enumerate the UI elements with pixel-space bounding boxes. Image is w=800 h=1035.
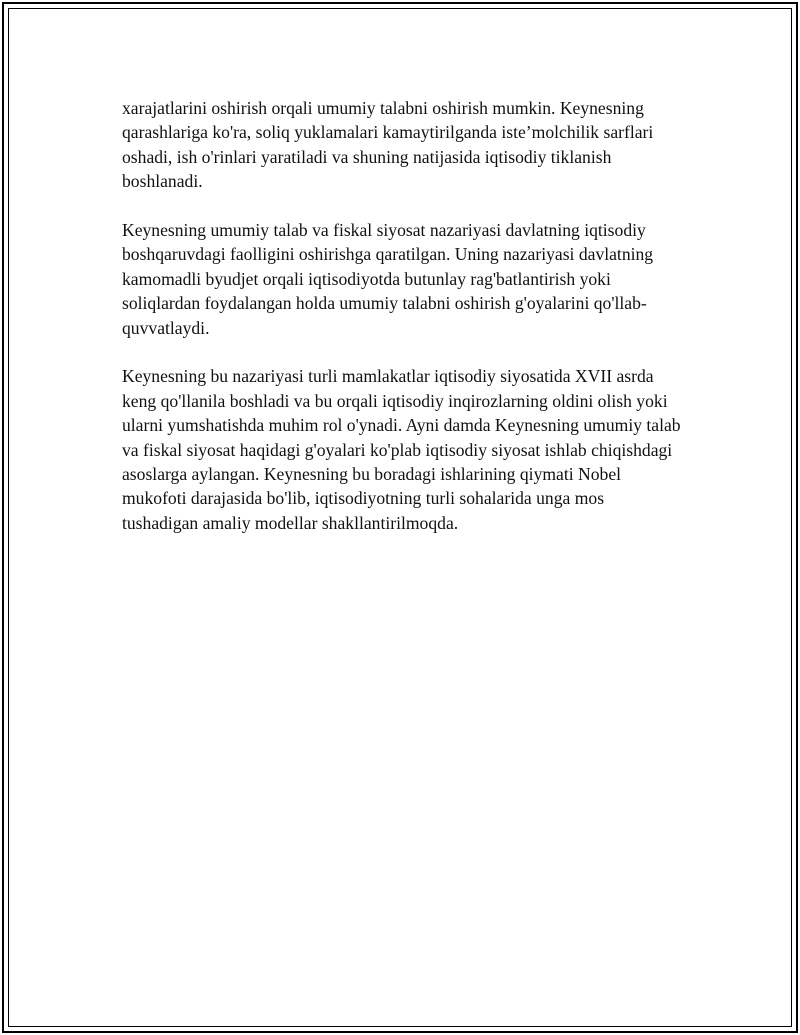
paragraph-1: xarajatlarini oshirish orqali umumiy talabni oshirish mumkin. Keynesning qarashlariga ko'ra, soliq yuklamalari kamaytirilganda iste’molchilik sarflari oshadi, ish o'rinlari yaratiladi va shuning natijasida iqtisodiy tiklanish boshlanadi.: [122, 98, 654, 192]
page-border: [2, 2, 798, 1033]
paragraph-2: Keynesning umumiy talab va fiskal siyosat nazariyasi davlatning iqtisodiy boshqaruvdagi faolligini oshirishga qaratilgan. Uning nazariyasi davlatning kamomadli byudjet orqali iqtisodiyotda butunlay rag'batlantirish yoki soliqlardan foydalangan holda umumiy talabni oshirish g'oyalarini qo'llab-quvvatlaydi.: [122, 220, 654, 338]
document-body: [122, 96, 682, 560]
paragraph-3: Keynesning bu nazariyasi turli mamlakatlar iqtisodiy siyosatida XVII asrda keng qo'llanila boshladi va bu orqali iqtisodiy inqirozlarning oldini olish yoki ularni yumshatishda muhim rol o'ynadi. Ayni damda Keynesning umumiy talab va fiskal siyosat haqidagi g'oyalari ko'plab iqtisodiy siyosat ishlab chiqishdagi asoslarga aylangan. Keynesning bu boradagi ishlarining qiymati Nobel mukofoti darajasida bo'lib, iqtisodiyotning turli sohalarida unga mos tushadigan amaliy modellar shakllantirilmoqda.: [122, 366, 681, 533]
